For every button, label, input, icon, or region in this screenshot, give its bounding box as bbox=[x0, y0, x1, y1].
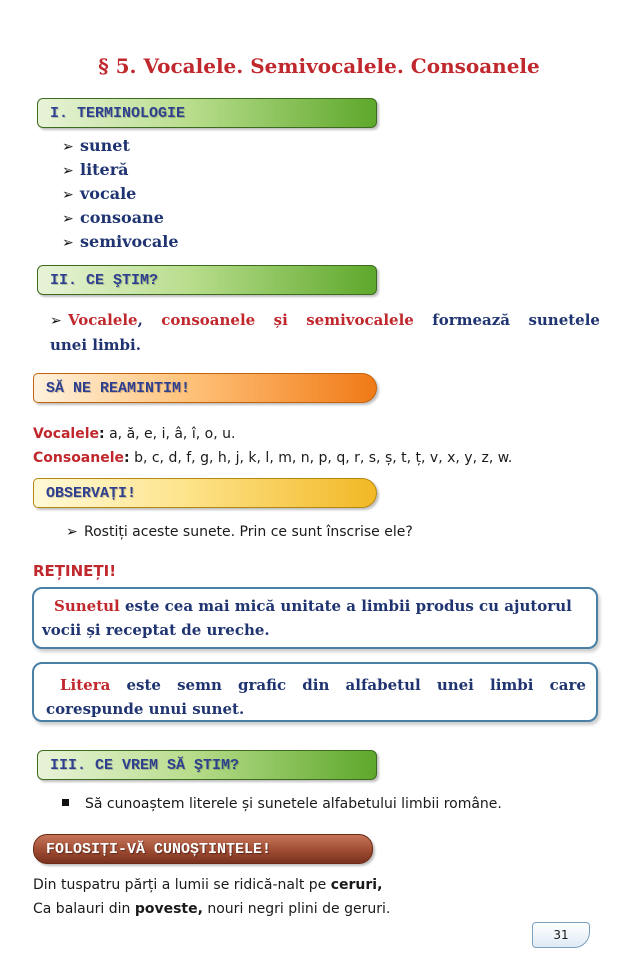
section-header-label: OBSERVAȚI! bbox=[46, 485, 137, 502]
arrow-bullet-icon: ➢ bbox=[66, 524, 78, 540]
retineti-label: REȚINEȚI! bbox=[33, 562, 117, 580]
section-header-label: I. TERMINOLOGIE bbox=[50, 105, 186, 122]
vrem-stim-item: Să cunoaștem literele și sunetele alfabetului limbii române. bbox=[62, 796, 502, 812]
page-title: § 5. Vocalele. Semivocalele. Consoanele bbox=[98, 54, 540, 78]
list-item: ➢ sunet bbox=[62, 136, 130, 155]
list-item: ➢ consoane bbox=[62, 208, 164, 227]
arrow-bullet-icon: ➢ bbox=[62, 235, 74, 251]
section-header-observati bbox=[33, 478, 377, 508]
poem-line-1: Din tuspatru părți a lumii se ridică-nalt pe ceruri, bbox=[33, 877, 383, 893]
section-header-folositi bbox=[33, 834, 373, 864]
section-header-ce-stim bbox=[37, 265, 377, 295]
section-header-vrem-stim bbox=[37, 750, 377, 780]
poem-line-2: Ca balauri din poveste, nouri negri plini de geruri. bbox=[33, 901, 391, 917]
vocale-line: Vocalele: a, ă, e, i, â, î, o, u. bbox=[33, 426, 236, 442]
arrow-bullet-icon: ➢ bbox=[50, 313, 62, 329]
page-number: 31 bbox=[532, 922, 590, 948]
square-bullet-icon bbox=[62, 799, 69, 806]
section-header-label: FOLOSIȚI-VĂ CUNOȘTINȚELE! bbox=[46, 841, 272, 858]
arrow-bullet-icon: ➢ bbox=[62, 211, 74, 227]
consoane-line: Consoanele: b, c, d, f, g, h, j, k, l, m, n, p, q, r, s, ș, t, ț, v, x, y, z, w. bbox=[33, 450, 513, 466]
arrow-bullet-icon: ➢ bbox=[62, 139, 74, 155]
section-header-label: III. CE VREM SĂ ŞTIM? bbox=[50, 757, 240, 774]
list-item: ➢ literă bbox=[62, 160, 129, 179]
observati-item: ➢ Rostiți aceste sunete. Prin ce sunt înscrise ele? bbox=[66, 524, 413, 540]
definition-box-sunet: Sunetul este cea mai mică unitate a limbii produs cu ajutorul vocii și receptat de ureche. bbox=[32, 587, 598, 649]
ce-stim-line2: unei limbi. bbox=[50, 336, 141, 354]
arrow-bullet-icon: ➢ bbox=[62, 163, 74, 179]
section-header-label: II. CE ŞTIM? bbox=[50, 272, 159, 289]
arrow-bullet-icon: ➢ bbox=[62, 187, 74, 203]
ce-stim-line1: ➢ Vocalele, consoanele și semivocalele formează sunetele bbox=[50, 311, 600, 329]
list-item: ➢ semivocale bbox=[62, 232, 179, 251]
section-header-reamintim bbox=[33, 373, 377, 403]
section-header-label: SĂ NE REAMINTIM! bbox=[46, 380, 191, 397]
terminology-list bbox=[62, 136, 362, 251]
definition-box-litera: Litera este semn grafic din alfabetul unei limbi care corespunde unui sunet. bbox=[32, 662, 598, 722]
list-item: ➢ vocale bbox=[62, 184, 137, 203]
section-header-terminologie bbox=[37, 98, 377, 128]
